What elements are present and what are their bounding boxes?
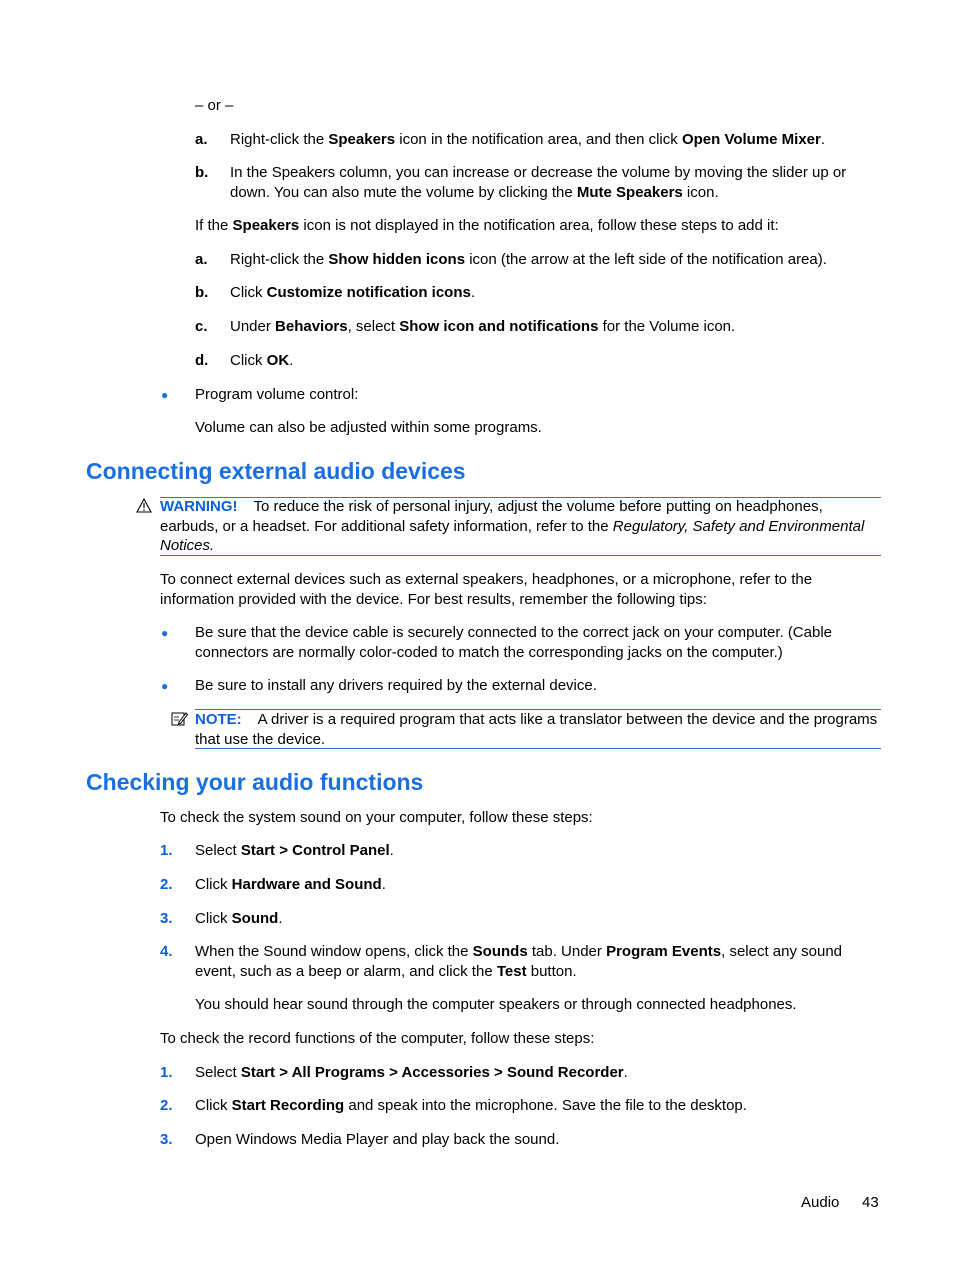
step-number: 1. bbox=[160, 842, 173, 859]
warning-triangle-icon bbox=[136, 498, 153, 514]
note-text: NOTE: A driver is a required program that acts like a translator between the device and the programs that use the device. bbox=[195, 711, 878, 748]
step-text: Click Sound. bbox=[195, 910, 283, 927]
step-text: Select Start > Control Panel. bbox=[195, 842, 394, 859]
step-text: When the Sound window opens, click the Sounds tab. Under Program Events, select any sound event, such as a beep or alarm, and click the Test button. bbox=[195, 943, 843, 980]
step-text: Under Behaviors, select Show icon and notifications for the Volume icon. bbox=[230, 318, 736, 335]
step-text: Click OK. bbox=[230, 352, 294, 369]
step-number: 2. bbox=[160, 1097, 173, 1114]
bullet-icon: ● bbox=[161, 626, 169, 640]
warning-text: WARNING! To reduce the risk of personal injury, adjust the volume before putting on headphones, earbuds, or a headset. For additional safety information, refer to the Regulatory, Safety and Environmental Notices. bbox=[160, 498, 865, 554]
section-heading: Checking your audio functions bbox=[86, 769, 424, 795]
bullet-text: Program volume control: bbox=[195, 386, 359, 403]
footer-section: Audio bbox=[801, 1194, 840, 1211]
paragraph: Volume can also be adjusted within some programs. bbox=[195, 419, 542, 436]
step-number: 4. bbox=[160, 943, 173, 960]
step-text: Open Windows Media Player and play back the sound. bbox=[195, 1131, 560, 1148]
step-label: a. bbox=[195, 131, 208, 148]
note-label: NOTE: bbox=[195, 711, 242, 728]
step-text: Right-click the Show hidden icons icon (the arrow at the left side of the notification area). bbox=[230, 251, 827, 268]
divider bbox=[160, 555, 881, 556]
step-text: Click Customize notification icons. bbox=[230, 284, 476, 301]
step-label: b. bbox=[195, 164, 209, 181]
step-label: a. bbox=[195, 251, 208, 268]
page-number: 43 bbox=[862, 1194, 879, 1211]
bullet-text: Be sure to install any drivers required by the external device. bbox=[195, 677, 597, 694]
bullet-icon: ● bbox=[161, 679, 169, 693]
step-number: 3. bbox=[160, 910, 173, 927]
paragraph: To check the record functions of the computer, follow these steps: bbox=[160, 1030, 595, 1047]
step-text: Select Start > All Programs > Accessories > Sound Recorder. bbox=[195, 1064, 628, 1081]
step-text: In the Speakers column, you can increase or decrease the volume by moving the slider up or down. You can also mute the volume by clicking the Mute Speakers icon. bbox=[230, 164, 847, 201]
or-separator: – or – bbox=[195, 97, 234, 114]
note-pencil-icon bbox=[171, 710, 188, 727]
paragraph: You should hear sound through the computer speakers or through connected headphones. bbox=[195, 996, 797, 1013]
step-number: 3. bbox=[160, 1131, 173, 1148]
step-label: c. bbox=[195, 318, 208, 335]
step-number: 2. bbox=[160, 876, 173, 893]
bullet-icon: ● bbox=[161, 388, 169, 402]
step-text: Click Start Recording and speak into the microphone. Save the file to the desktop. bbox=[195, 1097, 747, 1114]
warning-label: WARNING! bbox=[160, 498, 238, 515]
paragraph: To connect external devices such as external speakers, headphones, or a microphone, refer to the information provided with the device. For best results, remember the following tips: bbox=[160, 571, 813, 608]
bullet-text: Be sure that the device cable is securely connected to the correct jack on your computer. (Cable connectors are normally color-coded to match the corresponding jacks on the computer.) bbox=[195, 624, 833, 661]
step-text: Right-click the Speakers icon in the notification area, and then click Open Volume Mixer. bbox=[230, 131, 826, 148]
divider bbox=[195, 748, 881, 749]
paragraph: If the Speakers icon is not displayed in the notification area, follow these steps to add it: bbox=[195, 217, 779, 234]
step-number: 1. bbox=[160, 1064, 173, 1081]
section-heading: Connecting external audio devices bbox=[86, 458, 466, 484]
step-label: b. bbox=[195, 284, 209, 301]
step-label: d. bbox=[195, 352, 209, 369]
paragraph: To check the system sound on your computer, follow these steps: bbox=[160, 809, 593, 826]
step-text: Click Hardware and Sound. bbox=[195, 876, 386, 893]
